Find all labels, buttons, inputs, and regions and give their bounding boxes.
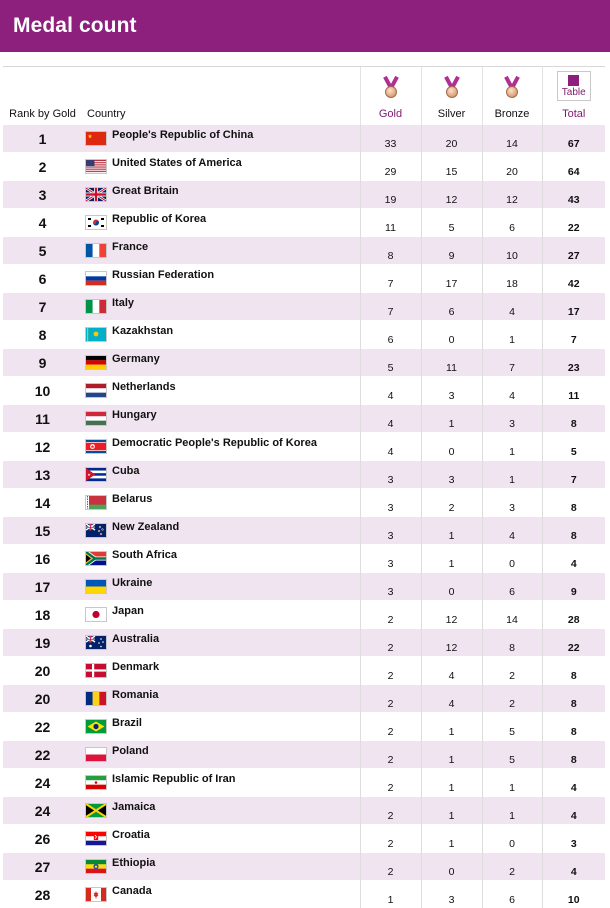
country-name[interactable]: Germany bbox=[112, 349, 360, 377]
flag-kp-icon bbox=[85, 439, 107, 454]
gold-count: 1 bbox=[360, 881, 421, 908]
page-header bbox=[0, 0, 610, 52]
bronze-count: 3 bbox=[482, 489, 542, 517]
flag-nz-icon bbox=[85, 523, 107, 538]
flag-cell bbox=[82, 349, 112, 377]
total-count: 4 bbox=[542, 797, 605, 825]
flag-cell bbox=[82, 265, 112, 293]
silver-count: 1 bbox=[421, 517, 482, 545]
silver-count: 12 bbox=[421, 629, 482, 657]
flag-cn-icon bbox=[85, 131, 107, 146]
rank-cell: 20 bbox=[3, 657, 82, 685]
silver-count: 11 bbox=[421, 349, 482, 377]
rank-cell: 24 bbox=[3, 797, 82, 825]
table-row bbox=[3, 461, 605, 489]
country-name[interactable]: Belarus bbox=[112, 489, 360, 517]
flag-ca-icon bbox=[85, 887, 107, 902]
total-count: 22 bbox=[542, 629, 605, 657]
silver-count: 1 bbox=[421, 741, 482, 769]
medal-table-wrapper bbox=[3, 66, 605, 908]
total-count: 22 bbox=[542, 209, 605, 237]
total-count: 10 bbox=[542, 881, 605, 908]
flag-cell bbox=[82, 601, 112, 629]
flag-ir-icon bbox=[85, 775, 107, 790]
silver-count: 5 bbox=[421, 209, 482, 237]
table-row bbox=[3, 853, 605, 881]
table-row bbox=[3, 349, 605, 377]
total-count: 28 bbox=[542, 601, 605, 629]
column-header-row bbox=[3, 103, 605, 125]
bronze-count: 5 bbox=[482, 741, 542, 769]
silver-count: 17 bbox=[421, 265, 482, 293]
bronze-count: 4 bbox=[482, 293, 542, 321]
flag-jp-icon bbox=[85, 607, 107, 622]
gold-count: 2 bbox=[360, 601, 421, 629]
flag-cell bbox=[82, 461, 112, 489]
rank-cell: 17 bbox=[3, 573, 82, 601]
silver-count: 1 bbox=[421, 713, 482, 741]
silver-count: 9 bbox=[421, 237, 482, 265]
bronze-count: 8 bbox=[482, 629, 542, 657]
gold-count: 29 bbox=[360, 153, 421, 181]
silver-count: 20 bbox=[421, 125, 482, 153]
country-name[interactable]: Italy bbox=[112, 293, 360, 321]
flag-cell bbox=[82, 405, 112, 433]
silver-count: 0 bbox=[421, 321, 482, 349]
country-name[interactable]: Islamic Republic of Iran bbox=[112, 769, 360, 797]
table-row bbox=[3, 601, 605, 629]
rank-cell: 26 bbox=[3, 825, 82, 853]
gold-count: 3 bbox=[360, 545, 421, 573]
flag-hu-icon bbox=[85, 411, 107, 426]
table-row bbox=[3, 657, 605, 685]
gold-count: 2 bbox=[360, 853, 421, 881]
flag-kz-icon bbox=[85, 327, 107, 342]
silver-medal-icon bbox=[441, 74, 463, 100]
bronze-count: 14 bbox=[482, 601, 542, 629]
gold-count: 2 bbox=[360, 797, 421, 825]
rank-cell: 5 bbox=[3, 237, 82, 265]
bronze-count: 18 bbox=[482, 265, 542, 293]
bronze-count: 1 bbox=[482, 433, 542, 461]
bronze-count: 1 bbox=[482, 461, 542, 489]
silver-count: 0 bbox=[421, 573, 482, 601]
bronze-medal-icon-cell bbox=[482, 67, 542, 103]
flag-pl-icon bbox=[85, 747, 107, 762]
gold-count: 3 bbox=[360, 461, 421, 489]
gold-count: 2 bbox=[360, 629, 421, 657]
rank-cell: 11 bbox=[3, 405, 82, 433]
flag-cell bbox=[82, 293, 112, 321]
table-row bbox=[3, 153, 605, 181]
silver-count: 4 bbox=[421, 657, 482, 685]
bronze-count: 4 bbox=[482, 517, 542, 545]
table-row bbox=[3, 685, 605, 713]
table-row bbox=[3, 741, 605, 769]
country-name[interactable]: Canada bbox=[112, 881, 360, 908]
flag-cell bbox=[82, 741, 112, 769]
bronze-count: 20 bbox=[482, 153, 542, 181]
country-name[interactable]: Jamaica bbox=[112, 797, 360, 825]
flag-cell bbox=[82, 797, 112, 825]
table-row bbox=[3, 321, 605, 349]
gold-count: 8 bbox=[360, 237, 421, 265]
flag-cell bbox=[82, 153, 112, 181]
flag-it-icon bbox=[85, 299, 107, 314]
table-row bbox=[3, 769, 605, 797]
flag-cell bbox=[82, 853, 112, 881]
flag-cell bbox=[82, 321, 112, 349]
country-name[interactable]: Brazil bbox=[112, 713, 360, 741]
country-name[interactable]: Ukraine bbox=[112, 573, 360, 601]
rank-cell: 2 bbox=[3, 153, 82, 181]
rank-cell: 27 bbox=[3, 853, 82, 881]
total-count: 8 bbox=[542, 405, 605, 433]
flag-de-icon bbox=[85, 355, 107, 370]
gold-count: 6 bbox=[360, 321, 421, 349]
country-name[interactable]: Netherlands bbox=[112, 377, 360, 405]
total-count: 4 bbox=[542, 853, 605, 881]
country-name[interactable]: South Africa bbox=[112, 545, 360, 573]
flag-by-icon bbox=[85, 495, 107, 510]
gold-count: 4 bbox=[360, 377, 421, 405]
total-count: 4 bbox=[542, 545, 605, 573]
flag-nl-icon bbox=[85, 383, 107, 398]
flag-cell bbox=[82, 713, 112, 741]
rank-cell: 6 bbox=[3, 265, 82, 293]
table-row bbox=[3, 209, 605, 237]
total-count: 3 bbox=[542, 825, 605, 853]
rank-cell: 24 bbox=[3, 769, 82, 797]
table-row bbox=[3, 797, 605, 825]
table-row bbox=[3, 181, 605, 209]
total-count: 8 bbox=[542, 741, 605, 769]
country-name[interactable]: People's Republic of China bbox=[112, 125, 360, 153]
total-count: 11 bbox=[542, 377, 605, 405]
gold-count: 3 bbox=[360, 517, 421, 545]
rank-cell: 19 bbox=[3, 629, 82, 657]
silver-count: 0 bbox=[421, 433, 482, 461]
table-row bbox=[3, 825, 605, 853]
silver-count: 4 bbox=[421, 685, 482, 713]
flag-ua-icon bbox=[85, 579, 107, 594]
country-column-header[interactable]: Country bbox=[85, 103, 333, 125]
total-count: 4 bbox=[542, 769, 605, 797]
bronze-count: 3 bbox=[482, 405, 542, 433]
country-name[interactable]: Japan bbox=[112, 601, 360, 629]
bronze-count: 2 bbox=[482, 853, 542, 881]
silver-count: 1 bbox=[421, 405, 482, 433]
table-view-button[interactable] bbox=[557, 71, 591, 101]
table-row bbox=[3, 265, 605, 293]
rank-column-header[interactable]: Rank by Gold bbox=[3, 103, 82, 125]
bronze-count: 4 bbox=[482, 377, 542, 405]
total-count: 5 bbox=[542, 433, 605, 461]
flag-cell bbox=[82, 517, 112, 545]
bronze-count: 6 bbox=[482, 881, 542, 908]
silver-count: 12 bbox=[421, 601, 482, 629]
flag-cell bbox=[82, 377, 112, 405]
bronze-count: 10 bbox=[482, 237, 542, 265]
silver-count: 1 bbox=[421, 825, 482, 853]
silver-count: 1 bbox=[421, 769, 482, 797]
flag-jm-icon bbox=[85, 803, 107, 818]
country-name[interactable]: Ethiopia bbox=[112, 853, 360, 881]
rank-cell: 16 bbox=[3, 545, 82, 573]
silver-count: 6 bbox=[421, 293, 482, 321]
gold-count: 2 bbox=[360, 825, 421, 853]
total-count: 8 bbox=[542, 489, 605, 517]
silver-count: 2 bbox=[421, 489, 482, 517]
bronze-count: 6 bbox=[482, 209, 542, 237]
silver-count: 0 bbox=[421, 853, 482, 881]
flag-cell bbox=[82, 881, 112, 908]
gold-count: 5 bbox=[360, 349, 421, 377]
gold-count: 11 bbox=[360, 209, 421, 237]
table-row bbox=[3, 489, 605, 517]
country-name[interactable]: France bbox=[112, 237, 360, 265]
gold-count: 3 bbox=[360, 489, 421, 517]
silver-medal-icon-cell bbox=[421, 67, 482, 103]
gold-medal-icon bbox=[380, 74, 402, 100]
silver-count: 12 bbox=[421, 181, 482, 209]
total-count: 8 bbox=[542, 517, 605, 545]
rank-cell: 13 bbox=[3, 461, 82, 489]
page-title: Medal count bbox=[13, 14, 137, 38]
flag-cell bbox=[82, 545, 112, 573]
country-name[interactable]: Poland bbox=[112, 741, 360, 769]
bronze-column-header[interactable]: Bronze bbox=[482, 103, 542, 125]
gold-column-header[interactable]: Gold bbox=[360, 103, 421, 125]
total-count: 8 bbox=[542, 685, 605, 713]
bronze-count: 2 bbox=[482, 657, 542, 685]
flag-cell bbox=[82, 181, 112, 209]
flag-ro-icon bbox=[85, 691, 107, 706]
silver-count: 3 bbox=[421, 377, 482, 405]
table-row bbox=[3, 433, 605, 461]
rank-cell: 3 bbox=[3, 181, 82, 209]
country-name[interactable]: Russian Federation bbox=[112, 265, 360, 293]
country-name[interactable]: Denmark bbox=[112, 657, 360, 685]
country-name[interactable]: Democratic People's Republic of Korea bbox=[112, 433, 360, 461]
rank-cell: 9 bbox=[3, 349, 82, 377]
rank-cell: 7 bbox=[3, 293, 82, 321]
bronze-count: 1 bbox=[482, 769, 542, 797]
rank-cell: 22 bbox=[3, 741, 82, 769]
gold-medal-icon-cell bbox=[360, 67, 421, 103]
flag-cell bbox=[82, 125, 112, 153]
gold-count: 33 bbox=[360, 125, 421, 153]
flag-dk-icon bbox=[85, 663, 107, 678]
silver-count: 3 bbox=[421, 881, 482, 908]
total-count: 7 bbox=[542, 461, 605, 489]
rank-cell: 8 bbox=[3, 321, 82, 349]
total-count: 64 bbox=[542, 153, 605, 181]
gold-count: 2 bbox=[360, 685, 421, 713]
rank-cell: 10 bbox=[3, 377, 82, 405]
medal-table bbox=[3, 67, 605, 908]
table-row bbox=[3, 125, 605, 153]
total-column-header[interactable]: Total bbox=[542, 103, 605, 125]
country-name[interactable]: Hungary bbox=[112, 405, 360, 433]
table-row bbox=[3, 293, 605, 321]
silver-count: 1 bbox=[421, 545, 482, 573]
country-name[interactable]: Great Britain bbox=[112, 181, 360, 209]
flag-cell bbox=[82, 573, 112, 601]
total-count: 8 bbox=[542, 657, 605, 685]
gold-count: 3 bbox=[360, 573, 421, 601]
gold-count: 2 bbox=[360, 769, 421, 797]
gold-count: 7 bbox=[360, 265, 421, 293]
silver-count: 15 bbox=[421, 153, 482, 181]
gold-count: 2 bbox=[360, 657, 421, 685]
rank-cell: 1 bbox=[3, 125, 82, 153]
total-count: 23 bbox=[542, 349, 605, 377]
flag-au-icon bbox=[85, 635, 107, 650]
flag-gb-icon bbox=[85, 187, 107, 202]
table-row bbox=[3, 545, 605, 573]
country-name[interactable]: Kazakhstan bbox=[112, 321, 360, 349]
bronze-count: 2 bbox=[482, 685, 542, 713]
flag-us-icon bbox=[85, 159, 107, 174]
table-row bbox=[3, 517, 605, 545]
gold-count: 4 bbox=[360, 433, 421, 461]
table-row bbox=[3, 405, 605, 433]
flag-cell bbox=[82, 769, 112, 797]
flag-za-icon bbox=[85, 551, 107, 566]
flag-cell bbox=[82, 209, 112, 237]
flag-br-icon bbox=[85, 719, 107, 734]
total-count: 8 bbox=[542, 713, 605, 741]
table-icon bbox=[568, 75, 579, 86]
rank-cell: 4 bbox=[3, 209, 82, 237]
total-count: 43 bbox=[542, 181, 605, 209]
table-row bbox=[3, 237, 605, 265]
country-name[interactable]: New Zealand bbox=[112, 517, 360, 545]
gold-count: 19 bbox=[360, 181, 421, 209]
total-count: 9 bbox=[542, 573, 605, 601]
rank-cell: 18 bbox=[3, 601, 82, 629]
total-count: 17 bbox=[542, 293, 605, 321]
total-count: 42 bbox=[542, 265, 605, 293]
flag-et-icon bbox=[85, 859, 107, 874]
table-row bbox=[3, 713, 605, 741]
table-row bbox=[3, 881, 605, 908]
bronze-count: 0 bbox=[482, 825, 542, 853]
rank-cell: 20 bbox=[3, 685, 82, 713]
flag-cu-icon bbox=[85, 467, 107, 482]
flag-cell bbox=[82, 629, 112, 657]
bronze-count: 12 bbox=[482, 181, 542, 209]
flag-cell bbox=[82, 433, 112, 461]
table-button-label: Table bbox=[558, 87, 590, 99]
medal-icons-row bbox=[3, 67, 605, 103]
total-count: 27 bbox=[542, 237, 605, 265]
country-name[interactable]: Romania bbox=[112, 685, 360, 713]
bronze-count: 6 bbox=[482, 573, 542, 601]
table-button-cell bbox=[542, 67, 605, 103]
rank-cell: 14 bbox=[3, 489, 82, 517]
country-name[interactable]: Republic of Korea bbox=[112, 209, 360, 237]
flag-hr-icon bbox=[85, 831, 107, 846]
flag-ru-icon bbox=[85, 271, 107, 286]
flag-cell bbox=[82, 237, 112, 265]
bronze-count: 14 bbox=[482, 125, 542, 153]
gold-count: 7 bbox=[360, 293, 421, 321]
total-count: 67 bbox=[542, 125, 605, 153]
rank-cell: 12 bbox=[3, 433, 82, 461]
flag-cell bbox=[82, 657, 112, 685]
rank-cell: 15 bbox=[3, 517, 82, 545]
gold-count: 2 bbox=[360, 713, 421, 741]
country-name[interactable]: Cuba bbox=[112, 461, 360, 489]
rank-cell: 28 bbox=[3, 881, 82, 908]
total-count: 7 bbox=[542, 321, 605, 349]
bronze-count: 7 bbox=[482, 349, 542, 377]
flag-fr-icon bbox=[85, 243, 107, 258]
flag-cell bbox=[82, 685, 112, 713]
country-name[interactable]: United States of America bbox=[112, 153, 360, 181]
country-name[interactable]: Australia bbox=[112, 629, 360, 657]
flag-cell bbox=[82, 825, 112, 853]
bronze-count: 0 bbox=[482, 545, 542, 573]
gold-count: 2 bbox=[360, 741, 421, 769]
table-row bbox=[3, 573, 605, 601]
gold-count: 4 bbox=[360, 405, 421, 433]
table-row bbox=[3, 629, 605, 657]
rank-cell: 22 bbox=[3, 713, 82, 741]
bronze-medal-icon bbox=[501, 74, 523, 100]
country-name[interactable]: Croatia bbox=[112, 825, 360, 853]
bronze-count: 1 bbox=[482, 321, 542, 349]
silver-count: 1 bbox=[421, 797, 482, 825]
table-row bbox=[3, 377, 605, 405]
silver-column-header[interactable]: Silver bbox=[421, 103, 482, 125]
bronze-count: 1 bbox=[482, 797, 542, 825]
flag-kr-icon bbox=[85, 215, 107, 230]
bronze-count: 5 bbox=[482, 713, 542, 741]
flag-cell bbox=[82, 489, 112, 517]
silver-count: 3 bbox=[421, 461, 482, 489]
